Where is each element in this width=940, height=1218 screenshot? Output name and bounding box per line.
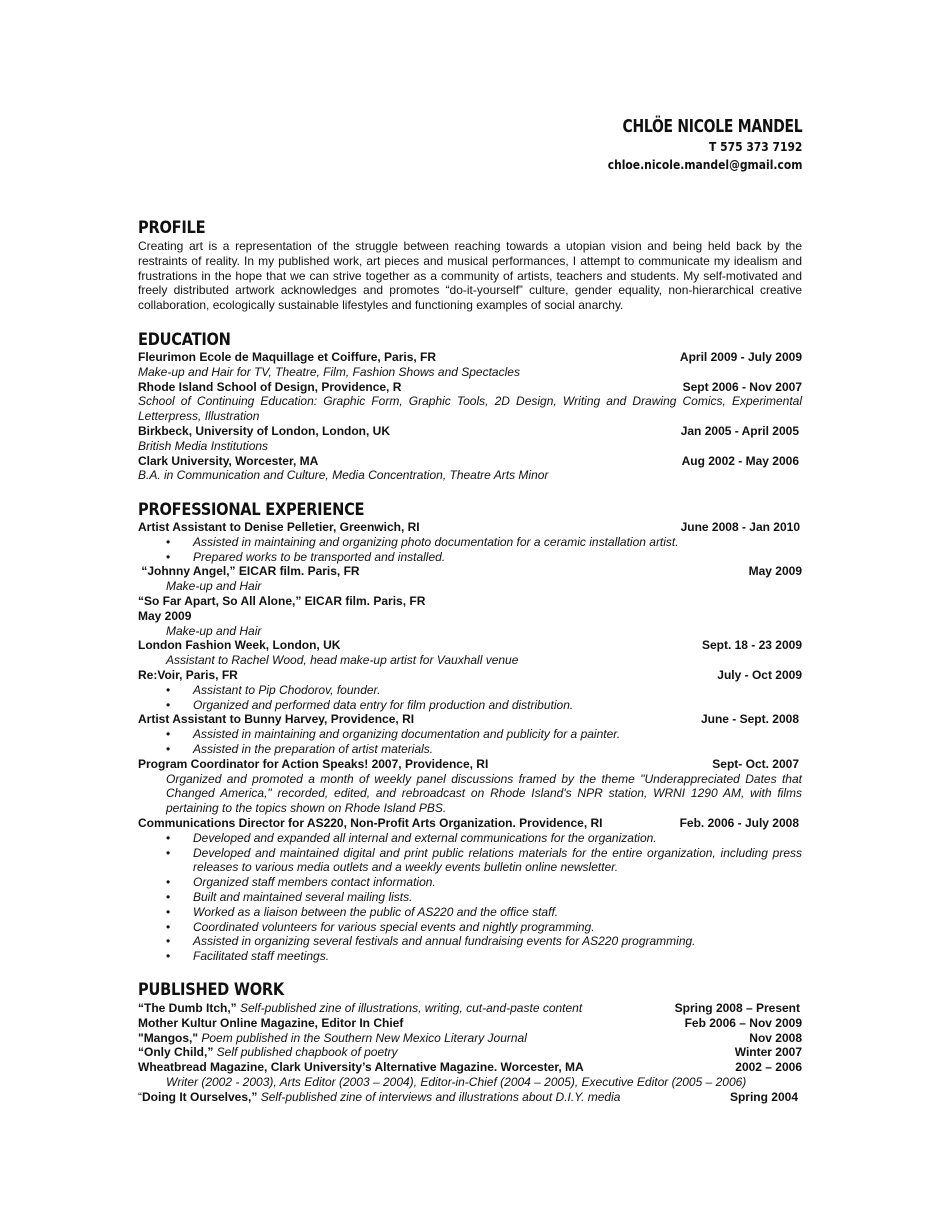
published-date: 2002 – 2006 [735, 1060, 802, 1075]
bullet-text: Developed and expanded all internal and external communications for the organization. [193, 830, 657, 845]
list-item [138, 905, 802, 920]
published-title: “The Dumb Itch,” [138, 1001, 237, 1015]
published-list [138, 1001, 802, 1105]
bullet-mark: • [166, 934, 171, 949]
candidate-name: CHLÖE NICOLE MANDEL [622, 116, 802, 137]
email-address: chloe.nicole.mandel@gmail.com [607, 157, 802, 172]
experience-item [138, 520, 802, 535]
education-detail: British Media Institutions [138, 438, 269, 453]
experience-title: “Johnny Angel,” EICAR film. Paris, FR [138, 564, 360, 579]
education-date: Jan 2005 - April 2005 [680, 423, 799, 438]
bullet-text: Assisted in maintaining and organizing documentation and publicity for a painter. [193, 727, 621, 742]
list-item [138, 535, 802, 550]
experience-title: Artist Assistant to Bunny Harvey, Providence, RI [138, 712, 415, 727]
bullet-mark: • [166, 697, 171, 712]
education-heading: EDUCATION [138, 330, 231, 350]
published-item [138, 1090, 802, 1105]
bullet-mark: • [166, 904, 171, 919]
published-date: Nov 2008 [749, 1030, 802, 1045]
experience-item [138, 564, 802, 579]
education-item [138, 350, 802, 365]
bullet-mark: • [166, 919, 171, 934]
published-description: Self published chapbook of poetry [213, 1045, 398, 1060]
experience-title: Communications Director for AS220, Non-Profit Arts Organization. Providence, RI [138, 815, 603, 830]
published-description: Self-published zine of interviews and illustrations about D.I.Y. media [257, 1089, 621, 1104]
list-item [138, 920, 802, 935]
published-title: Wheatbread Magazine, Clark University’s Alternative Magazine. Worcester, MA [138, 1060, 584, 1075]
bullet-mark: • [166, 727, 171, 742]
list-item [138, 742, 802, 757]
school-name: Birkbeck, University of London, London, UK [138, 423, 391, 438]
bullet-mark: • [166, 534, 171, 549]
published-date: Winter 2007 [734, 1045, 802, 1060]
published-detail: Writer (2002 - 2003), Arts Editor (2003 – 2004), Editor-in-Chief (2004 – 2005), Executive Editor (2005 – 2006) [166, 1074, 747, 1089]
bullet-mark: • [166, 830, 171, 845]
list-item [138, 698, 802, 713]
school-name: Rhode Island School of Design, Providence, R [138, 379, 402, 394]
published-title: Doing It Ourselves,” [142, 1089, 258, 1104]
bullet-text: Prepared works to be transported and installed. [193, 549, 446, 564]
school-name: Clark University, Worcester, MA [138, 453, 319, 468]
list-item [138, 890, 802, 905]
header [576, 116, 802, 174]
published-date: Feb 2006 – Nov 2009 [684, 1015, 802, 1030]
bullet-text: Assistant to Pip Chodorov, founder. [193, 682, 381, 697]
list-item [138, 683, 802, 698]
published-description: Self-published zine of illustrations, writing, cut-and-paste content [236, 1001, 583, 1015]
education-detail: B.A. in Communication and Culture, Media Concentration, Theatre Arts Minor [138, 468, 549, 483]
experience-date: June - Sept. 2008 [700, 712, 799, 727]
experience-date: Sept. 18 - 23 2009 [701, 638, 802, 653]
education-item [138, 424, 802, 439]
bullet-text: Assisted in organizing several festivals and annual fundraising events for AS220 programming. [193, 934, 696, 949]
bullet-text: Organized staff members contact information. [193, 875, 436, 890]
experience-list [138, 520, 802, 964]
bullet-text: Assisted in maintaining and organizing photo documentation for a ceramic installation artist. [193, 534, 679, 549]
education-date: April 2009 - July 2009 [679, 350, 802, 364]
list-item [138, 831, 802, 846]
experience-item [138, 638, 802, 653]
education-item [138, 454, 802, 469]
bullet-text: Worked as a liaison between the public of AS220 and the office staff. [193, 904, 559, 919]
list-item [138, 875, 802, 890]
bullet-text: Developed and maintained digital and print public relations materials for the entire organization, including press releases to various media outlets and a weekly events bulletin online newsletter. [193, 845, 802, 875]
experience-date: Feb. 2006 - July 2008 [679, 815, 799, 830]
published-title: Mother Kultur Online Magazine, Editor In Chief [138, 1015, 404, 1030]
experience-detail: Make-up and Hair [166, 623, 262, 638]
bullet-mark: • [166, 682, 171, 697]
bullet-mark: • [166, 889, 171, 904]
education-detail: School of Continuing Education: Graphic Form, Graphic Tools, 2D Design, Writing and Drawing Comics, Experimental Letterpress, Illustration [138, 394, 802, 424]
published-heading: PUBLISHED WORK [138, 980, 284, 1000]
list-item [138, 934, 802, 949]
experience-date: May 2009 [748, 564, 802, 579]
published-title: "Mangos," [138, 1030, 199, 1045]
bullet-text: Coordinated volunteers for various special events and nightly programming. [193, 919, 595, 934]
experience-heading: PROFESSIONAL EXPERIENCE [138, 500, 365, 520]
experience-detail: Organized and promoted a month of weekly panel discussions framed by the theme "Underappreciated Dates that Changed America," recorded, edited, and rebroadcast on Rhode Island's NPR station, WRNI 1290 AM, with films pertaining to the topics shown on Rhode Island PBS. [166, 771, 802, 816]
experience-date: July - Oct 2009 [717, 667, 802, 682]
phone-number: T 575 373 7192 [708, 139, 802, 154]
list-item [138, 846, 802, 876]
bullet-text: Assisted in the preparation of artist materials. [193, 741, 434, 756]
published-item [138, 1031, 802, 1046]
bullet-text: Built and maintained several mailing lists. [193, 889, 413, 904]
experience-title: London Fashion Week, London, UK [138, 638, 341, 653]
education-detail: Make-up and Hair for TV, Theatre, Film, Fashion Shows and Spectacles [138, 364, 520, 379]
published-title: “Only Child,” [138, 1045, 214, 1060]
published-date: Spring 2004 [729, 1089, 798, 1104]
experience-detail: Assistant to Rachel Wood, head make-up artist for Vauxhall venue [166, 653, 519, 668]
education-list [138, 350, 802, 483]
bullet-mark: • [166, 949, 171, 964]
bullet-text: Organized and performed data entry for film production and distribution. [193, 697, 574, 712]
experience-item [138, 668, 802, 683]
profile-heading: PROFILE [138, 218, 206, 238]
experience-date: June 2008 - Jan 2010 [680, 520, 800, 534]
published-prefix: “ [138, 1089, 142, 1104]
experience-title: Re:Voir, Paris, FR [138, 667, 238, 682]
experience-item [138, 712, 802, 727]
published-item [138, 1060, 802, 1075]
experience-title: “So Far Apart, So All Alone,” EICAR film. Paris, FR [138, 593, 426, 608]
education-item [138, 380, 802, 395]
bullet-mark: • [166, 875, 171, 890]
list-item [138, 550, 802, 565]
experience-date: Sept- Oct. 2007 [712, 756, 799, 771]
education-date: Sept 2006 - Nov 2007 [682, 379, 802, 394]
bullet-mark: • [166, 845, 171, 860]
experience-title: Program Coordinator for Action Speaks! 2007, Providence, RI [138, 756, 489, 771]
education-date: Aug 2002 - May 2006 [681, 453, 799, 468]
list-item [138, 949, 802, 964]
published-item [138, 1001, 802, 1016]
bullet-mark: • [166, 741, 171, 756]
bullet-text: Facilitated staff meetings. [193, 949, 330, 964]
profile-text: Creating art is a representation of the struggle between reaching towards a utopian vision and being held back by the restraints of reality. In my published work, art pieces and musical performances, I attempt to communicate my idealism and frustrations in the hope that we can strive together as a community of artists, teachers and students. My self-motivated and freely distributed artwork acknowledges and promotes “do-it-yourself” culture, gender equality, non-hierarchical creative collaboration, ecologically sustainable lifestyles and functioning examples of social anarchy. [138, 239, 802, 313]
list-item [138, 727, 802, 742]
experience-detail: Make-up and Hair [166, 579, 262, 594]
published-item [138, 1045, 802, 1060]
experience-title: Artist Assistant to Denise Pelletier, Greenwich, RI [138, 520, 420, 534]
published-description: Poem published in the Southern New Mexico Literary Journal [198, 1030, 527, 1045]
experience-item [138, 816, 802, 831]
published-item [138, 1016, 802, 1031]
experience-item [138, 757, 802, 772]
published-date: Spring 2008 – Present [674, 1001, 800, 1015]
experience-date: May 2009 [138, 608, 192, 623]
school-name: Fleurimon Ecole de Maquillage et Coiffure, Paris, FR [138, 350, 437, 364]
bullet-mark: • [166, 549, 171, 564]
